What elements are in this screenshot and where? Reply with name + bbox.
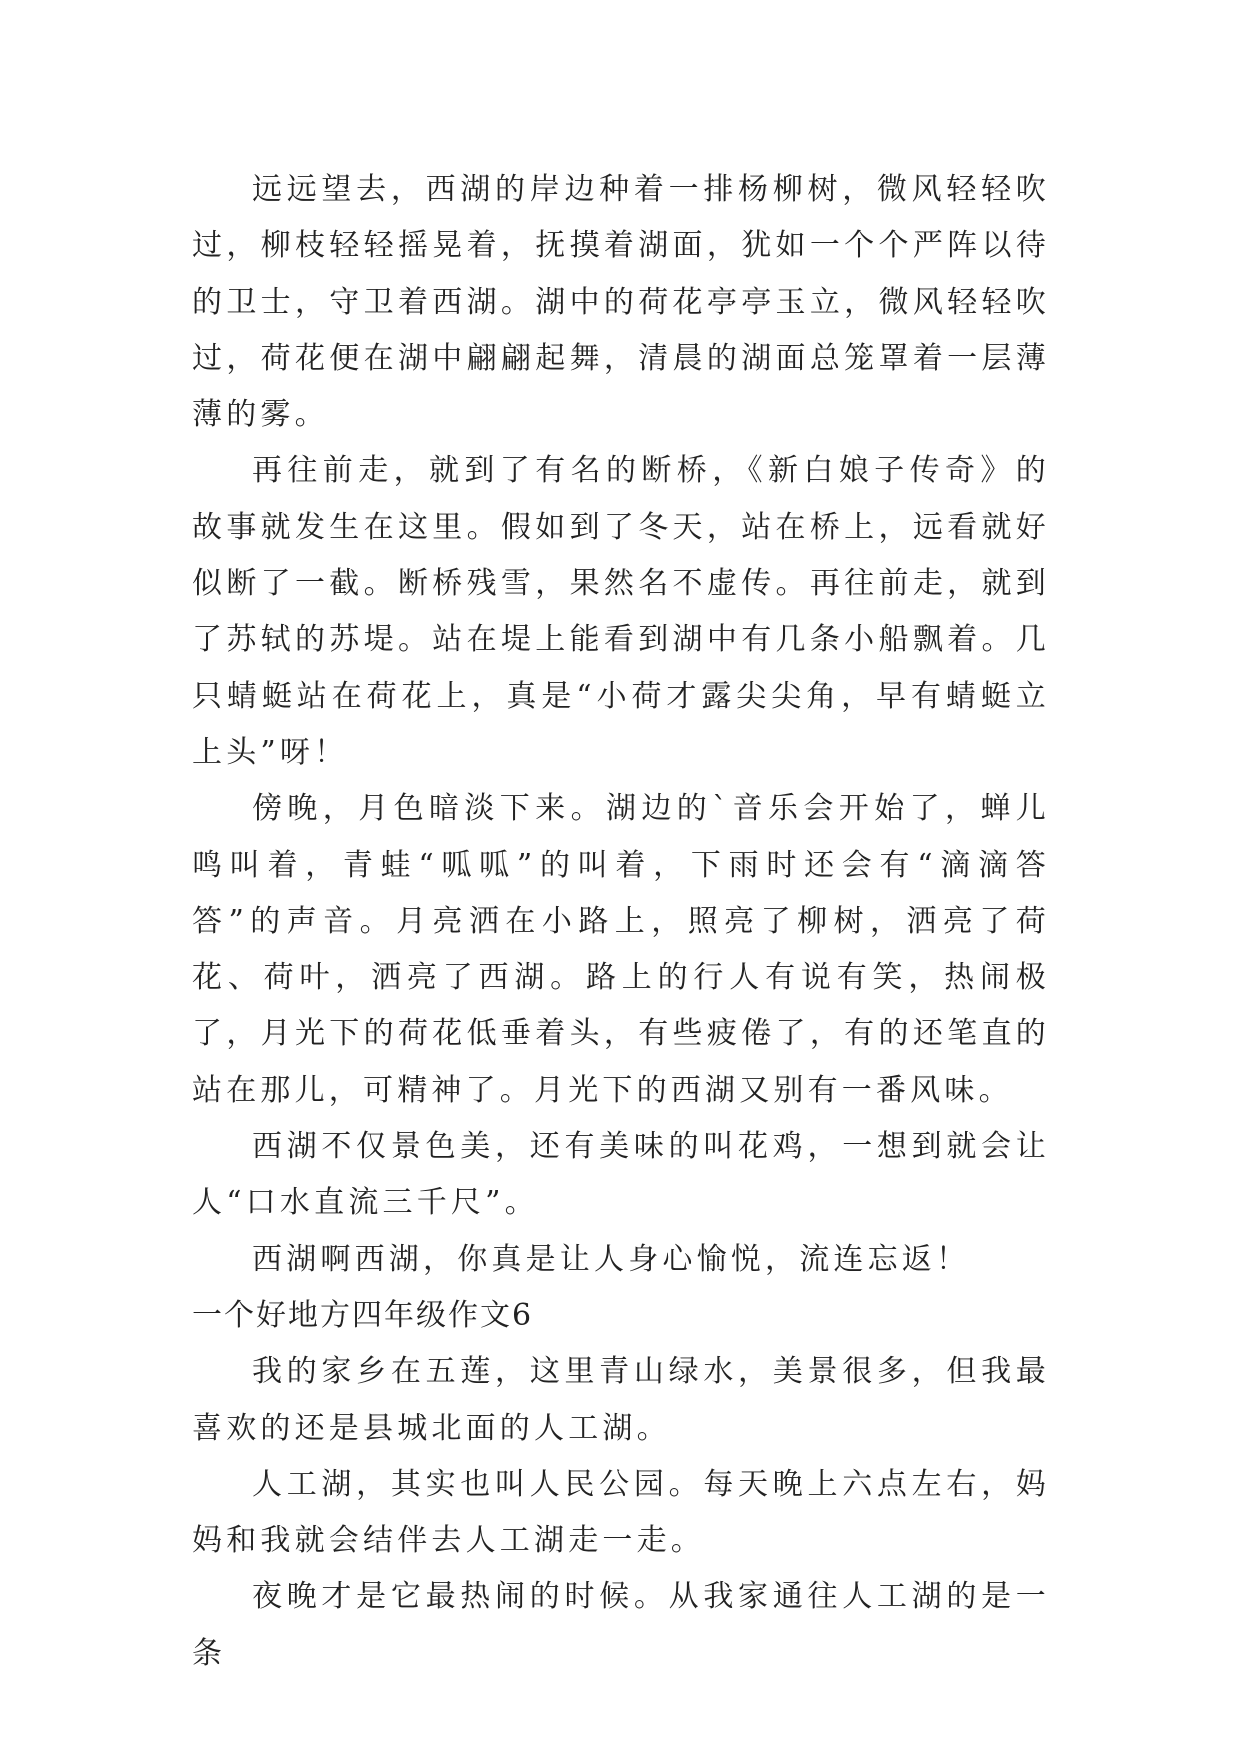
paragraph-evening: 傍晚，月色暗淡下来。湖边的`音乐会开始了，蝉儿鸣叫着，青蛙“呱呱”的叫着，下雨时还会有“滴滴答答”的声音。月亮洒在小路上，照亮了柳树，洒亮了荷花、荷叶，洒亮了西湖。路上的行人有说有笑，热闹极了，月光下的荷花低垂着头，有些疲倦了，有的还笔直的站在那儿，可精神了。月光下的西湖又别有一番风味。 [192, 791, 1050, 1108]
paragraph-peoples-park: 人工湖，其实也叫人民公园。每天晚上六点左右，妈妈和我就会结伴去人工湖走一走。 [192, 1466, 1050, 1559]
paragraph-beggars-chicken: 西湖不仅景色美，还有美味的叫花鸡，一想到就会让人“口水直流三千尺”。 [192, 1129, 1050, 1221]
paragraph-hometown: 我的家乡在五莲，这里青山绿水，美景很多，但我最喜欢的还是县城北面的人工湖。 [192, 1354, 1050, 1446]
paragraph-night: 夜晚才是它最热闹的时候。从我家通往人工湖的是一条 [192, 1579, 1050, 1671]
document-body [192, 162, 1050, 1682]
paragraph-willows-lotus: 远远望去，西湖的岸边种着一排杨柳树，微风轻轻吹过，柳枝轻轻摇晃着，抚摸着湖面，犹如一个个严阵以待的卫士，守卫着西湖。湖中的荷花亭亭玉立，微风轻轻吹过，荷花便在湖中翩翩起舞，清晨的湖面总笼罩着一层薄薄的雾。 [192, 172, 1050, 433]
essay-heading: 一个好地方四年级作文6 [192, 1297, 534, 1333]
paragraph-conclusion: 西湖啊西湖，你真是让人身心愉悦，流连忘返！ [252, 1241, 971, 1277]
paragraph-broken-bridge: 再往前走，就到了有名的断桥，《新白娘子传奇》的故事就发生在这里。假如到了冬天，站在桥上，远看就好似断了一截。断桥残雪，果然名不虚传。再往前走，就到了苏轼的苏堤。站在堤上能看到湖中有几条小船飘着。几只蜻蜓站在荷花上，真是“小荷才露尖尖角，早有蜻蜓立上头”呀！ [192, 453, 1050, 770]
